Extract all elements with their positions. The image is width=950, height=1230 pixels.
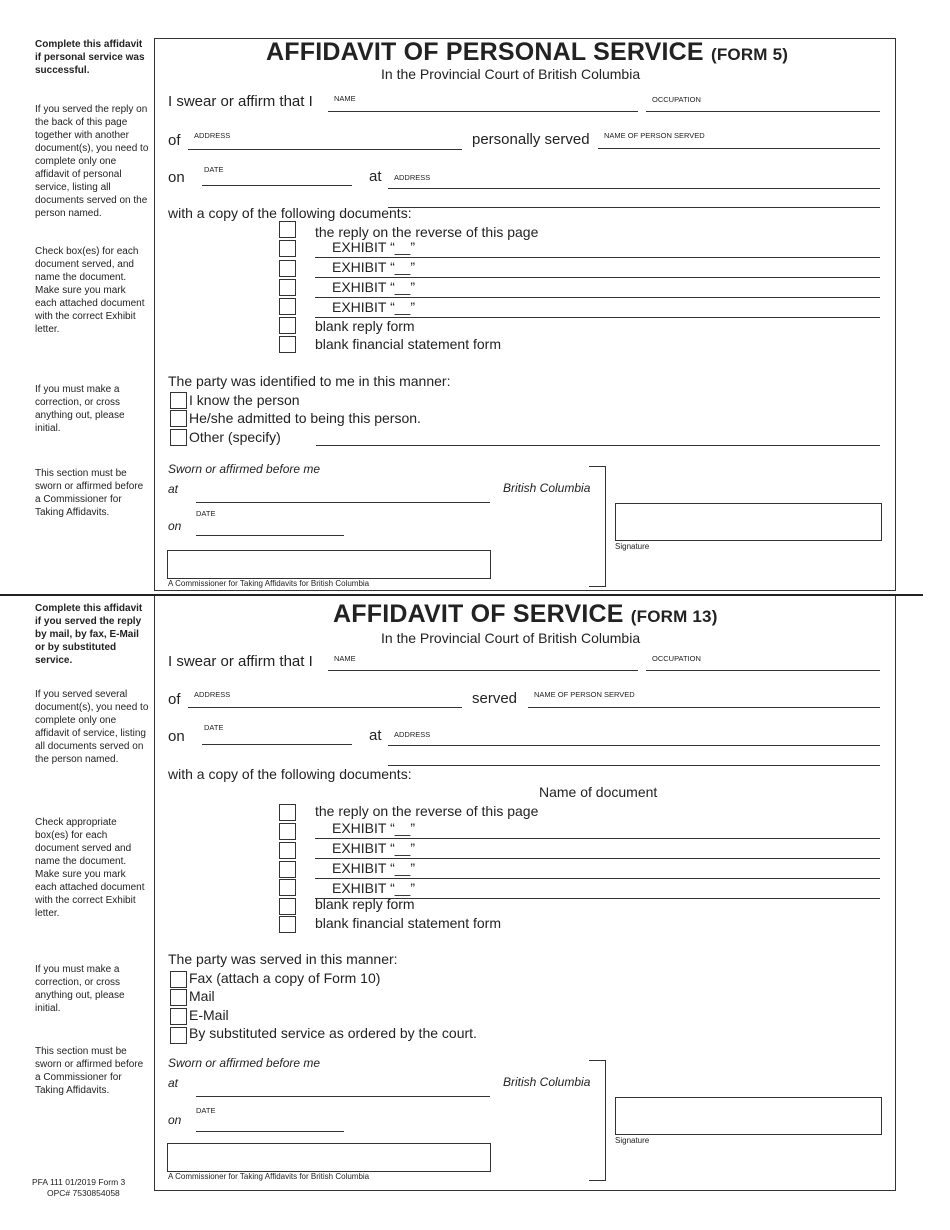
signature-box[interactable]	[615, 503, 882, 541]
occupation-label-2: OCCUPATION	[652, 654, 701, 663]
sidebar-note-sworn: This section must be sworn or affirmed before a Commissioner for Taking Affidavits.	[35, 468, 144, 518]
commissioner-label: A Commissioner for Taking Affidavits for British Columbia	[168, 579, 370, 588]
sworn-date-field-2[interactable]	[196, 1131, 344, 1132]
on-text-2: on	[168, 728, 185, 745]
bracket-side	[605, 466, 606, 586]
exhibit-label: EXHIBIT “__”	[332, 239, 415, 255]
signature-label-2: Signature	[615, 1136, 650, 1145]
form13-subtitle: In the Provincial Court of British Columbia	[381, 630, 641, 646]
exhibit-label: EXHIBIT “__”	[332, 299, 415, 315]
bracket-side-2	[605, 1060, 606, 1180]
sidebar-note-correction-2: If you must make a correction, or cross anything out, please initial.	[35, 964, 125, 1014]
doc-reply-checkbox-2[interactable]	[279, 804, 296, 821]
at-address-field[interactable]	[388, 188, 880, 189]
sworn-on-text: on	[168, 519, 182, 533]
doc-reply-label-2: the reply on the reverse of this page	[315, 803, 539, 819]
identified-text: The party was identified to me in this manner:	[168, 373, 451, 389]
exhibit-checkbox[interactable]	[279, 260, 296, 277]
date-field[interactable]	[202, 185, 352, 186]
name-field-2[interactable]	[328, 670, 638, 671]
swear-text: I swear or affirm that I	[168, 93, 313, 110]
british-columbia-text: British Columbia	[503, 481, 591, 495]
of-text: of	[168, 132, 181, 149]
exhibit-label: EXHIBIT “__”	[332, 880, 415, 896]
sworn-date-field[interactable]	[196, 535, 344, 536]
blank-reply-checkbox-2[interactable]	[279, 898, 296, 915]
exhibit-checkbox[interactable]	[279, 298, 296, 315]
served-text: served	[472, 690, 518, 707]
with-copy-text: with a copy of the following documents:	[168, 205, 412, 221]
blank-reply-label: blank reply form	[315, 318, 415, 334]
doc-reply-label: the reply on the reverse of this page	[315, 224, 539, 240]
occupation-label: OCCUPATION	[652, 95, 701, 104]
personally-served-text: personally served	[472, 131, 590, 148]
id-option-label: I know the person	[189, 392, 300, 408]
address-field-2[interactable]	[188, 707, 462, 708]
at-address-field-4[interactable]	[388, 765, 880, 766]
manner-option-checkbox[interactable]	[170, 971, 187, 988]
exhibit-label: EXHIBIT “__”	[332, 259, 415, 275]
exhibit-checkbox[interactable]	[279, 842, 296, 859]
served-manner-text: The party was served in this manner:	[168, 951, 398, 967]
exhibit-field[interactable]	[315, 858, 880, 859]
sidebar-note-reply: If you served the reply on the back of this page together with another document(s), you need to complete only one affidavit of personal service, listing all documents served on the person named.	[35, 104, 149, 219]
commissioner-stamp-box-2[interactable]	[167, 1143, 491, 1172]
exhibit-label: EXHIBIT “__”	[332, 860, 415, 876]
sworn-at-text: at	[168, 482, 179, 496]
blank-financial-label-2: blank financial statement form	[315, 915, 501, 931]
address-label: ADDRESS	[194, 131, 231, 140]
manner-option-label: By substituted service as ordered by the court.	[189, 1025, 477, 1041]
name-label-2: NAME	[334, 654, 356, 663]
id-option-label: He/she admitted to being this person.	[189, 410, 421, 426]
bracket-bottom-2	[589, 1180, 606, 1181]
exhibit-label: EXHIBIT “__”	[332, 840, 415, 856]
signature-label: Signature	[615, 542, 650, 551]
exhibit-field[interactable]	[315, 838, 880, 839]
exhibit-checkbox[interactable]	[279, 879, 296, 896]
sidebar-note-complete-2: Complete this affidavit if you served the reply by mail, by fax, E-Mail or by substituted service.	[35, 603, 143, 666]
name-served-field-2[interactable]	[528, 707, 880, 708]
sworn-text-2: Sworn or affirmed before me	[168, 1056, 321, 1070]
sidebar-note-check-2: Check appropriate box(es) for each document served and name the document. Make sure you mark each attached document with the correct Exhibit letter.	[35, 817, 145, 919]
blank-financial-label: blank financial statement form	[315, 336, 501, 352]
doc-reply-checkbox[interactable]	[279, 221, 296, 238]
at-address-field-3[interactable]	[388, 745, 880, 746]
address-field[interactable]	[188, 149, 462, 150]
manner-option-checkbox[interactable]	[170, 1027, 187, 1044]
exhibit-field[interactable]	[315, 878, 880, 879]
blank-financial-checkbox-2[interactable]	[279, 916, 296, 933]
sworn-text: Sworn or affirmed before me	[168, 462, 321, 476]
commissioner-label-2: A Commissioner for Taking Affidavits for British Columbia	[168, 1172, 370, 1181]
sworn-date-label-2: DATE	[196, 1106, 216, 1115]
sidebar-note-sworn-2: This section must be sworn or affirmed before a Commissioner for Taking Affidavits.	[35, 1046, 144, 1096]
id-option-label: Other (specify)	[189, 429, 281, 445]
name-of-document-header: Name of document	[539, 784, 658, 800]
sidebar-note-several: If you served several document(s), you need to complete only one affidavit of service, listing all documents served on the person named.	[35, 689, 149, 765]
date-label-2: DATE	[204, 723, 224, 732]
exhibit-checkbox[interactable]	[279, 279, 296, 296]
form-code: PFA 111 01/2019 Form 3	[32, 1177, 126, 1187]
sidebar-note-complete: Complete this affidavit if personal service was successful.	[35, 39, 145, 76]
exhibit-label: EXHIBIT “__”	[332, 820, 415, 836]
bracket-top	[589, 466, 606, 467]
name-field[interactable]	[328, 111, 638, 112]
form5-subtitle: In the Provincial Court of British Columbia	[381, 66, 641, 82]
british-columbia-text-2: British Columbia	[503, 1075, 591, 1089]
signature-box-2[interactable]	[615, 1097, 882, 1135]
name-served-label: NAME OF PERSON SERVED	[604, 131, 705, 140]
date-field-2[interactable]	[202, 744, 352, 745]
swear-text-2: I swear or affirm that I	[168, 653, 313, 670]
bracket-bottom	[589, 586, 606, 587]
commissioner-stamp-box[interactable]	[167, 550, 491, 579]
id-option-checkbox[interactable]	[170, 392, 187, 409]
address-label-4: ADDRESS	[394, 730, 431, 739]
on-text: on	[168, 169, 185, 186]
sworn-date-label: DATE	[196, 509, 216, 518]
manner-option-checkbox[interactable]	[170, 1008, 187, 1025]
sidebar-note-check: Check box(es) for each document served, and name the document. Make sure you mark each attached document with the correct Exhibit letter.	[35, 246, 145, 335]
exhibit-field[interactable]	[315, 277, 880, 278]
id-option-checkbox[interactable]	[170, 410, 187, 427]
date-label: DATE	[204, 165, 224, 174]
exhibit-field[interactable]	[315, 257, 880, 258]
name-served-label-2: NAME OF PERSON SERVED	[534, 690, 635, 699]
exhibit-checkbox[interactable]	[279, 240, 296, 257]
blank-reply-label-2: blank reply form	[315, 896, 415, 912]
blank-financial-checkbox[interactable]	[279, 336, 296, 353]
form13-title: AFFIDAVIT OF SERVICE (FORM 13)	[333, 600, 718, 628]
sworn-at-field-2[interactable]	[196, 1096, 490, 1097]
form5-title: AFFIDAVIT OF PERSONAL SERVICE (FORM 5)	[266, 38, 789, 66]
exhibit-checkbox[interactable]	[279, 861, 296, 878]
manner-option-checkbox[interactable]	[170, 989, 187, 1006]
at-text-2: at	[369, 727, 382, 744]
bracket-top-2	[589, 1060, 606, 1061]
occupation-field-2[interactable]	[646, 670, 880, 671]
id-option-checkbox[interactable]	[170, 429, 187, 446]
name-label: NAME	[334, 94, 356, 103]
address-label-3: ADDRESS	[194, 690, 231, 699]
exhibit-field[interactable]	[315, 297, 880, 298]
other-specify-field[interactable]	[316, 445, 880, 446]
sworn-at-field[interactable]	[196, 502, 490, 503]
manner-option-label: Fax (attach a copy of Form 10)	[189, 970, 381, 986]
of-text-2: of	[168, 691, 181, 708]
exhibit-checkbox[interactable]	[279, 823, 296, 840]
occupation-field[interactable]	[646, 111, 880, 112]
manner-option-label: E-Mail	[189, 1007, 229, 1023]
exhibit-label: EXHIBIT “__”	[332, 279, 415, 295]
blank-reply-checkbox[interactable]	[279, 317, 296, 334]
with-copy-text-2: with a copy of the following documents:	[168, 766, 412, 782]
sidebar-note-correction: If you must make a correction, or cross anything out, please initial.	[35, 384, 125, 434]
manner-option-label: Mail	[189, 988, 215, 1004]
name-served-field[interactable]	[598, 148, 880, 149]
address-label-2: ADDRESS	[394, 173, 431, 182]
sworn-on-text-2: on	[168, 1113, 182, 1127]
opc-code: OPC# 7530854058	[47, 1188, 120, 1198]
at-address-field-2[interactable]	[388, 207, 880, 208]
sworn-at-text-2: at	[168, 1076, 179, 1090]
at-text: at	[369, 168, 382, 185]
